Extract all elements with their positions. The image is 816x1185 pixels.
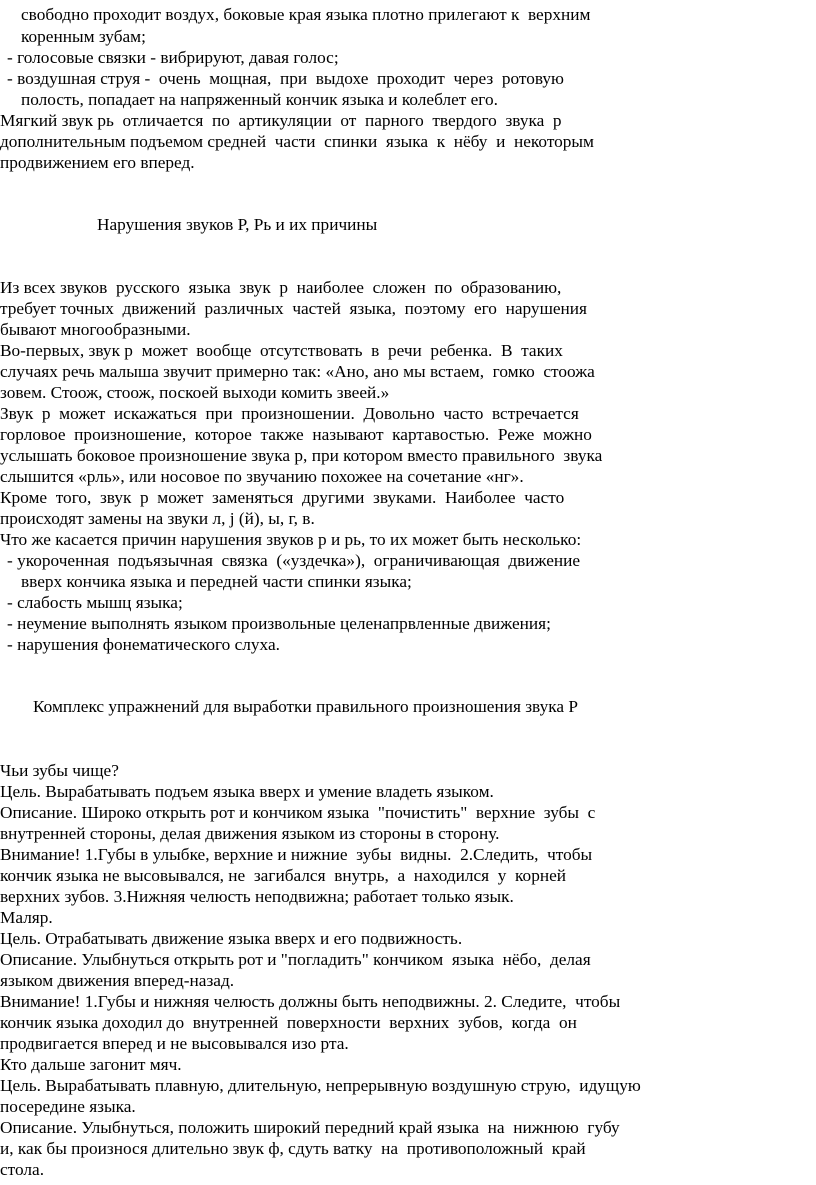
text-line: бывают многообразными.	[0, 320, 191, 339]
text-line: языком движения вперед-назад.	[0, 971, 235, 990]
section-heading: Нарушения звуков Р, Рь и их причины	[97, 215, 378, 234]
text-line: Цель. Отрабатывать движение языка вверх и его подвижность.	[0, 929, 463, 948]
text-line: требует точных движений различных частей языка, поэтому его нарушения	[0, 299, 587, 318]
text-line: происходят замены на звуки л, j (й), ы, г, в.	[0, 509, 315, 528]
list-item: - нарушения фонематического слуха.	[7, 635, 280, 654]
text-line: Описание. Улыбнуться открыть рот и "погладить" кончиком языка нёбо, делая	[0, 950, 591, 969]
exercise-title: Кто дальше загонит мяч.	[0, 1055, 182, 1074]
text-line: кончик языка доходил до внутренней поверхности верхних зубов, когда он	[0, 1013, 577, 1032]
text-line: продвигается вперед и не высовывался изо рта.	[0, 1034, 349, 1053]
text-line: стола.	[0, 1160, 45, 1179]
text-line: свободно проходит воздух, боковые края языка плотно прилегают к верхним	[21, 5, 591, 24]
text-line: горловое произношение, которое также называют картавостью. Реже можно	[0, 425, 592, 444]
text-line: Описание. Улыбнуться, положить широкий передний край языка на нижнюю губу	[0, 1118, 620, 1137]
text-line: Цель. Вырабатывать подъем языка вверх и умение владеть языком.	[0, 782, 494, 801]
text-line: внутренней стороны, делая движения языком из стороны в сторону.	[0, 824, 500, 843]
text-line: слышится «рль», или носовое по звучанию похожее на сочетание «нг».	[0, 467, 524, 486]
text-line: услышать боковое произношение звука р, при котором вместо правильного звука	[0, 446, 603, 465]
text-line: дополнительным подъемом средней части спинки языка к нёбу и некоторым	[0, 132, 594, 151]
list-item: - голосовые связки - вибрируют, давая голос;	[7, 48, 339, 67]
text-line: Звук р может искажаться при произношении. Довольно часто встречается	[0, 404, 579, 423]
text-line: Кроме того, звук р может заменяться другими звуками. Наиболее часто	[0, 488, 565, 507]
exercise-title: Чьи зубы чище?	[0, 761, 119, 780]
text-line: кончик языка не высовывался, не загибался внутрь, а находился у корней	[0, 866, 567, 885]
text-line: Внимание! 1.Губы и нижняя челюсть должны быть неподвижны. 2. Следите, чтобы	[0, 992, 621, 1011]
text-line: Мягкий звук рь отличается по артикуляции от парного твердого звука р	[0, 111, 562, 130]
text-line: Цель. Вырабатывать плавную, длительную, непрерывную воздушную струю, идущую	[0, 1076, 641, 1095]
text-line: Из всех звуков русского языка звук р наиболее сложен по образованию,	[0, 278, 562, 297]
list-item: - укороченная подъязычная связка («уздечка»), ограничивающая движение	[7, 551, 581, 570]
text-line: и, как бы произнося длительно звук ф, сдуть ватку на противоположный край	[0, 1139, 586, 1158]
text-line: случаях речь малыша звучит примерно так: «Ано, ано мы встаем, гомко стоожа	[0, 362, 595, 381]
text-line: Внимание! 1.Губы в улыбке, верхние и нижние зубы видны. 2.Следить, чтобы	[0, 845, 593, 864]
text-line: коренным зубам;	[21, 27, 146, 46]
text-line: зовем. Стоож, стоож, поскоей выходи комить звеей.»	[0, 383, 390, 402]
exercise-title: Маляр.	[0, 908, 53, 927]
text-line: Во-первых, звук р может вообще отсутствовать в речи ребенка. В таких	[0, 341, 563, 360]
list-item: - слабость мышц языка;	[7, 593, 183, 612]
text-line: посередине языка.	[0, 1097, 136, 1116]
text-line: Описание. Широко открыть рот и кончиком языка "почистить" верхние зубы с	[0, 803, 596, 822]
text-line: вверх кончика языка и передней части спинки языка;	[21, 572, 412, 591]
list-item: - неумение выполнять языком произвольные целенапрвленные движения;	[7, 614, 551, 633]
list-item: - воздушная струя - очень мощная, при выдохе проходит через ротовую	[7, 69, 564, 88]
text-line: продвижением его вперед.	[0, 153, 195, 172]
text-line: Что же касается причин нарушения звуков р и рь, то их может быть несколько:	[0, 530, 582, 549]
text-line: полость, попадает на напряженный кончик языка и колеблет его.	[21, 90, 498, 109]
text-line: верхних зубов. 3.Нижняя челюсть неподвижна; работает только язык.	[0, 887, 514, 906]
section-heading: Комплекс упражнений для выработки правильного произношения звука Р	[33, 697, 579, 716]
